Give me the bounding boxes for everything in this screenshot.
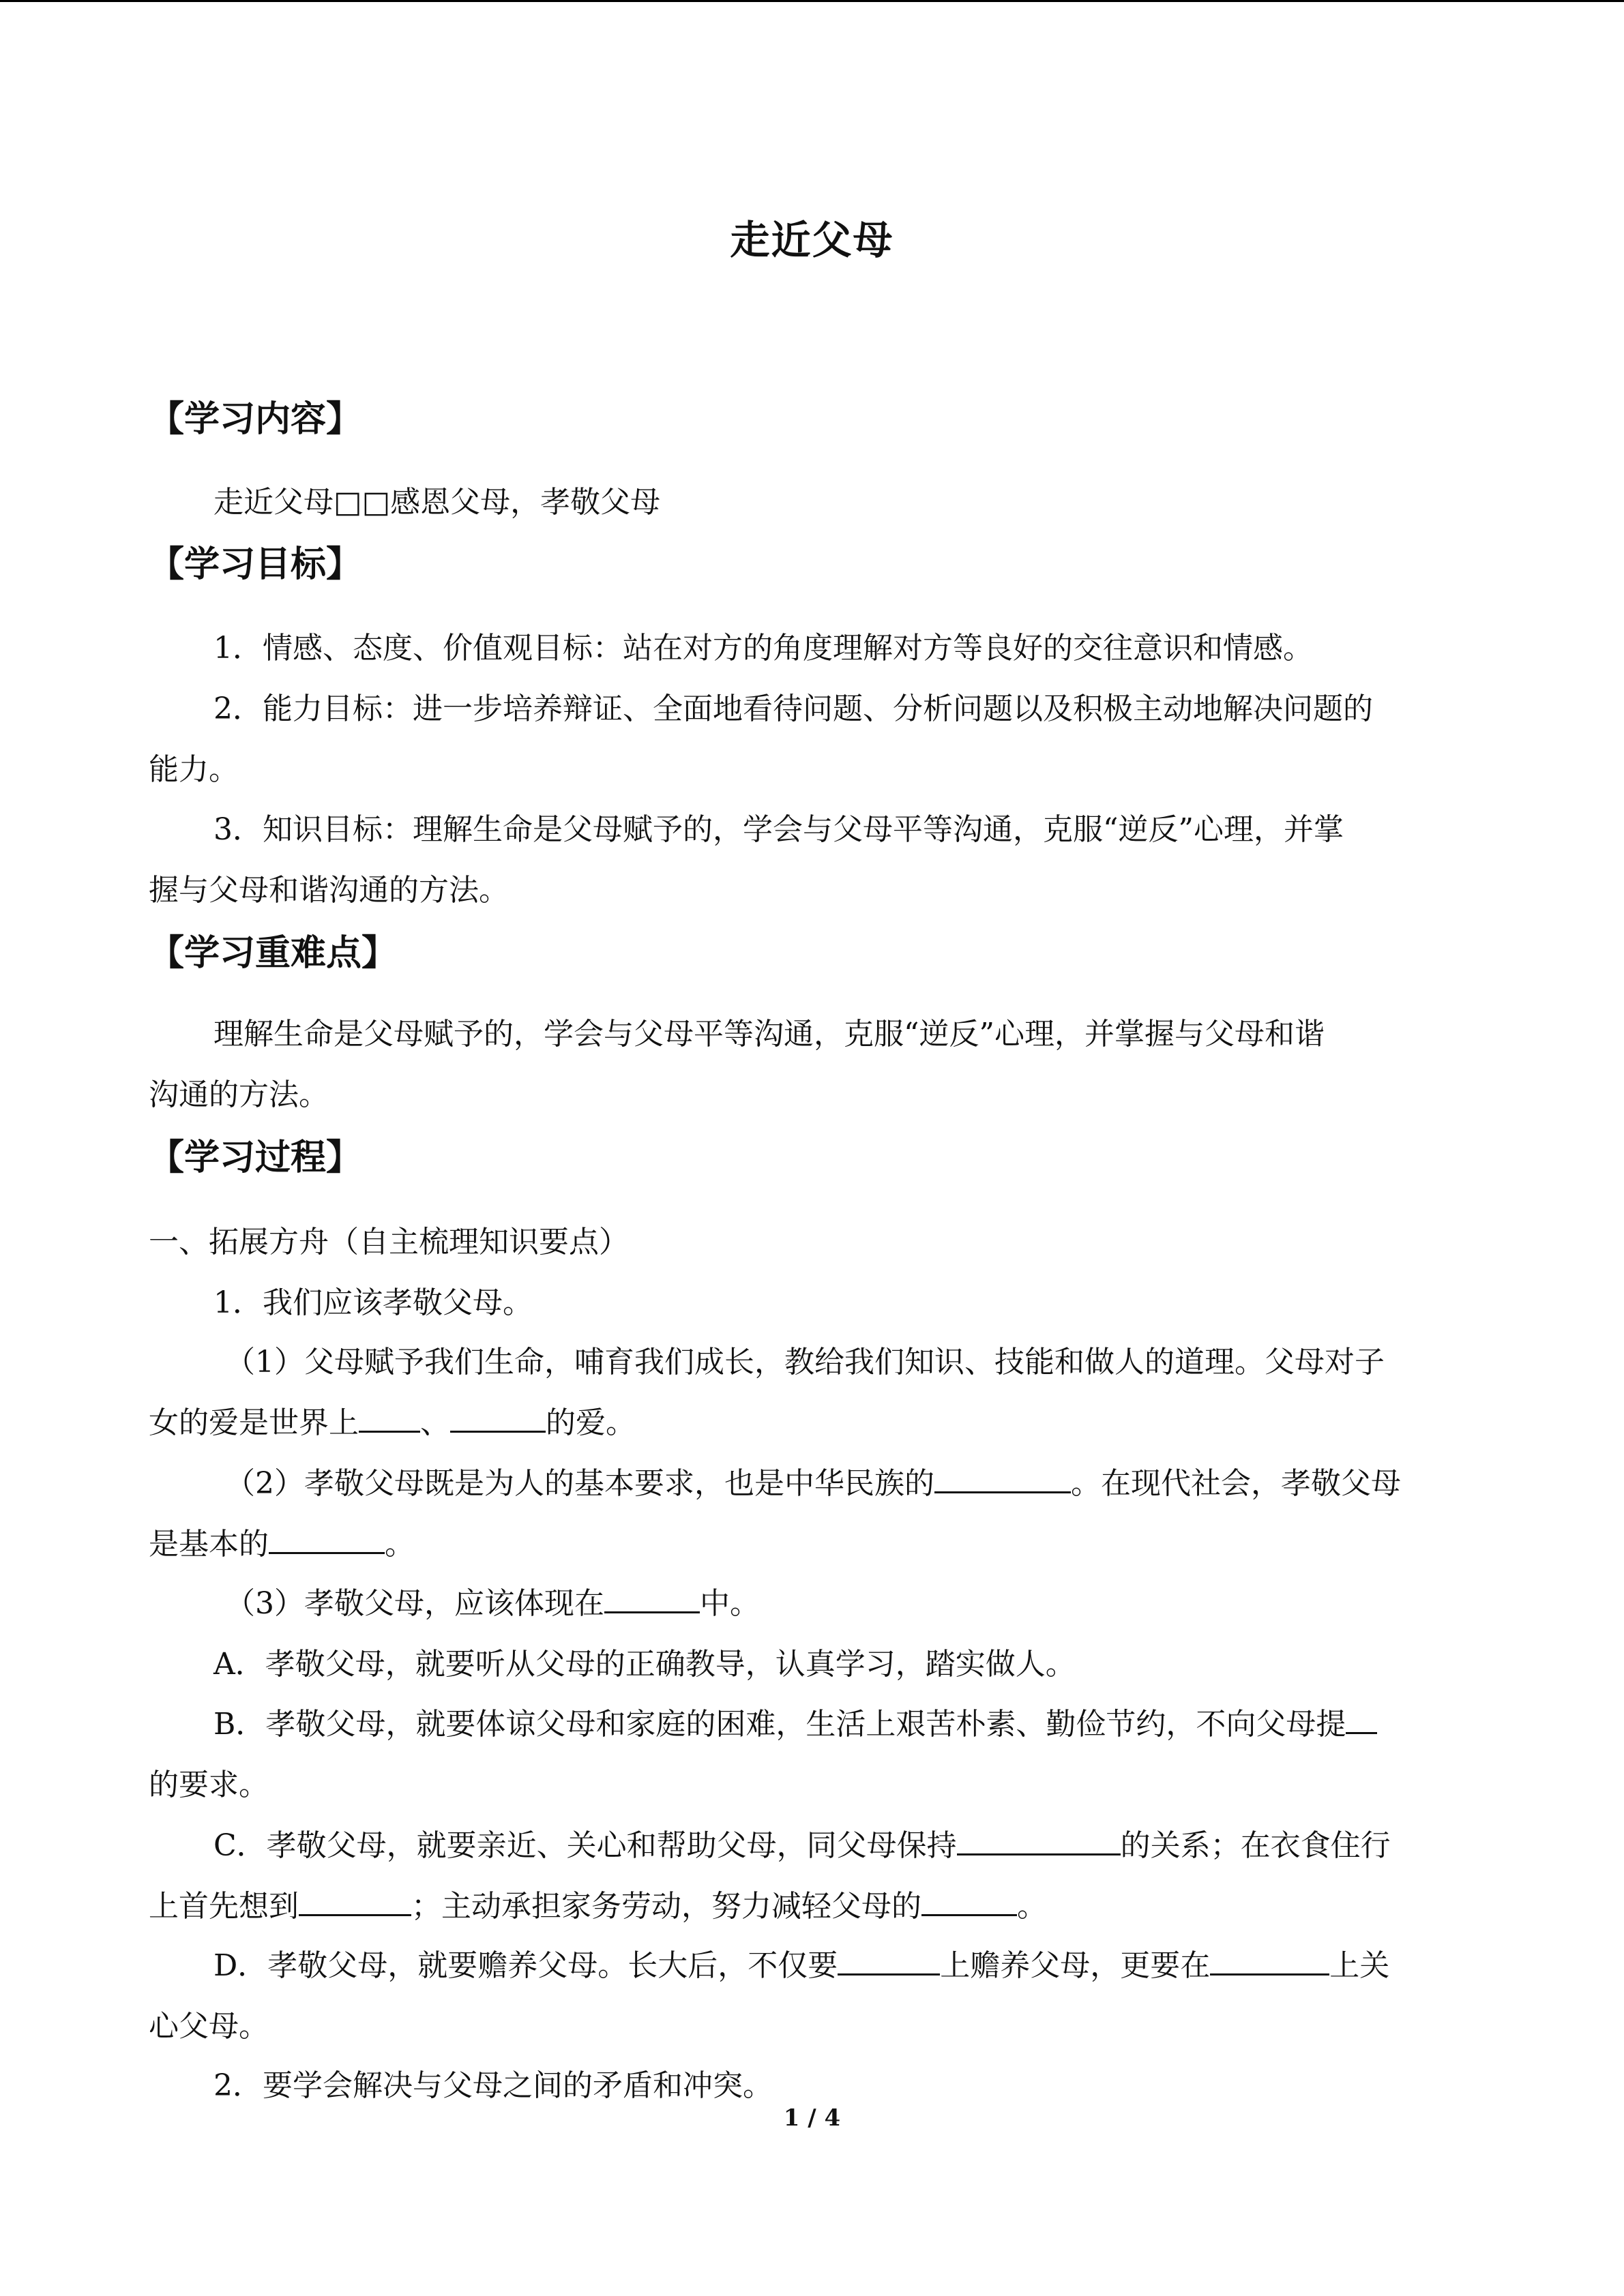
option-c-text-a: C．孝敬父母，就要亲近、关心和帮助父母，同父母保持: [213, 1828, 957, 1863]
question-3-text-a: （3）孝敬父母，应该体现在: [225, 1586, 604, 1621]
option-d-text-a: D．孝敬父母，就要赡养父母。长大后，不仅要: [213, 1948, 838, 1983]
option-c-line-2: [149, 1881, 1047, 1925]
key-points-line-1: 理解生命是父母赋予的，学会与父母平等沟通，克服“逆反”心理，并掌握与父母和谐: [213, 1017, 1325, 1052]
fill-blank[interactable]: [604, 1584, 700, 1613]
option-c-text-e: 。: [1017, 1889, 1047, 1924]
option-b-text: B．孝敬父母，就要体谅父母和家庭的困难，生活上艰苦朴素、勤俭节约，不向父母提: [213, 1707, 1346, 1742]
option-d-line-1: [213, 1941, 1389, 1984]
goal-3-line-1: 3．知识目标：理解生命是父母赋予的，学会与父母平等沟通，克服“逆反”心理，并掌: [213, 812, 1344, 847]
question-3-line: [225, 1579, 760, 1622]
goal-2-line-1: 2．能力目标：进一步培养辩证、全面地看待问题、分析问题以及积极主动地解决问题的: [213, 691, 1373, 726]
option-d-text-c: 上关: [1329, 1948, 1390, 1983]
fill-blank[interactable]: [838, 1946, 940, 1976]
question-1-text-b: 、: [420, 1405, 450, 1440]
option-c-text-d: ；主动承担家务劳动，努力减轻父母的: [411, 1889, 921, 1924]
fill-blank[interactable]: [957, 1826, 1121, 1855]
question-2-text-d: 。: [385, 1527, 415, 1562]
fill-blank[interactable]: [450, 1403, 546, 1433]
option-c-text-b: 的关系；在衣食住行: [1120, 1828, 1391, 1863]
heading-learning-goals: 【学习目标】: [149, 544, 362, 585]
question-3-text-b: 中。: [700, 1586, 760, 1621]
question-2-text-a: （2）孝敬父母既是为人的基本要求，也是中华民族的: [225, 1466, 934, 1501]
key-points-line-2: 沟通的方法。: [149, 1077, 329, 1112]
option-d-line-2: 心父母。: [149, 2009, 269, 2044]
goal-1: 1．情感、态度、价值观目标：站在对方的角度理解对方等良好的交往意识和情感。: [213, 631, 1313, 666]
heading-learning-content: 【学习内容】: [149, 399, 362, 440]
fill-blank[interactable]: [299, 1887, 411, 1916]
option-b-line-1: [213, 1699, 1377, 1743]
process-item-2: 2．要学会解决与父母之间的矛盾和冲突。: [213, 2068, 773, 2103]
process-item-1: 1．我们应该孝敬父母。: [213, 1285, 533, 1320]
question-2-line-2: [149, 1519, 415, 1563]
question-2-text-c: 是基本的: [149, 1527, 269, 1562]
page-number: 1 / 4: [783, 2104, 841, 2132]
question-2-text-b: 。在现代社会，孝敬父母: [1071, 1466, 1401, 1501]
question-1-text-a: 女的爱是世界上: [149, 1405, 359, 1440]
option-b-line-2: 的要求。: [149, 1768, 269, 1802]
question-1-line-1: （1）父母赋予我们生命，哺育我们成长，教给我们知识、技能和做人的道理。父母对子: [225, 1345, 1385, 1380]
heading-key-points: 【学习重难点】: [149, 933, 398, 974]
fill-blank[interactable]: [934, 1464, 1071, 1493]
fill-blank[interactable]: [359, 1403, 420, 1433]
fill-blank[interactable]: [269, 1525, 385, 1554]
question-1-text-c: 的爱。: [546, 1405, 636, 1440]
option-c-line-1: [213, 1821, 1391, 1864]
question-2-line-1: [225, 1459, 1401, 1502]
option-a: A．孝敬父母，就要听从父母的正确教导，认真学习，踏实做人。: [213, 1647, 1076, 1682]
option-c-text-c: 上首先想到: [149, 1889, 299, 1924]
heading-learning-process: 【学习过程】: [149, 1137, 362, 1178]
goal-3-line-2: 握与父母和谐沟通的方法。: [149, 873, 509, 908]
goal-2-line-2: 能力。: [149, 752, 239, 787]
fill-blank[interactable]: [921, 1887, 1017, 1916]
fill-blank[interactable]: [1346, 1705, 1377, 1734]
page-title: 走近父母: [730, 217, 894, 263]
question-1-line-2: [149, 1398, 636, 1442]
fill-blank[interactable]: [1210, 1946, 1329, 1976]
process-part-1: 一、拓展方舟（自主梳理知识要点）: [149, 1225, 629, 1259]
option-d-text-b: 上赡养父母，更要在: [940, 1948, 1211, 1983]
learning-content-text: 走近父母□□感恩父母，孝敬父母: [213, 485, 661, 520]
